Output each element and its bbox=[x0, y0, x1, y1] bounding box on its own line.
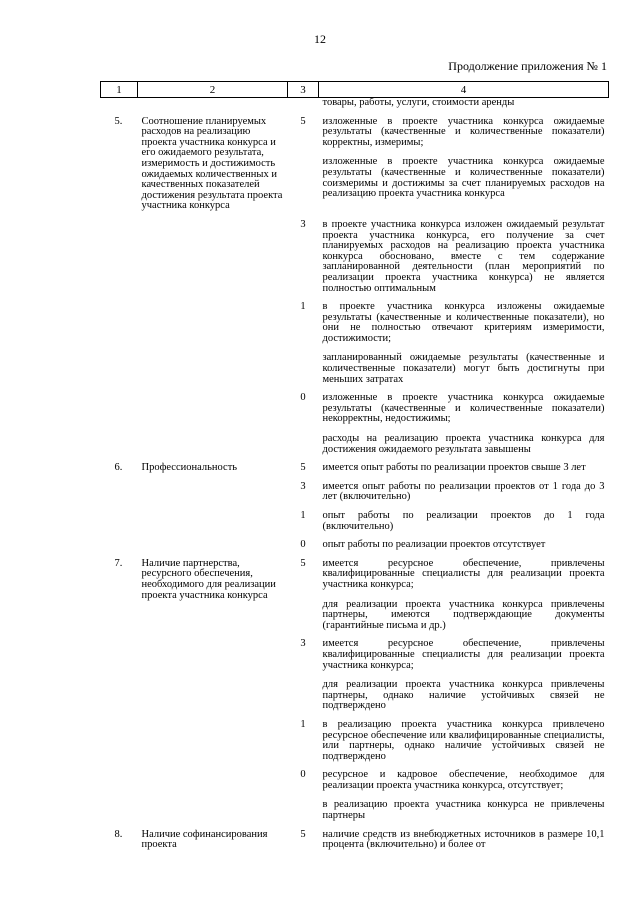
description-paragraph: для реализации проекта участника конкурса привлечены партнеры, имеются подтверждающие документы (гарантийные письма и др.) bbox=[322, 598, 605, 631]
criterion-row bbox=[101, 503, 609, 532]
score-description bbox=[319, 455, 609, 474]
criterion-row bbox=[101, 294, 609, 385]
description-paragraph: в реализацию проекта участника конкурса не привлечены партнеры bbox=[322, 799, 605, 822]
description-paragraph: наличие средств из внебюджетных источников в размере 10,1 процента (включительно) и более от bbox=[322, 828, 605, 851]
score: 1 bbox=[300, 301, 306, 313]
description-paragraph: имеется опыт работы по реализации проектов от 1 года до 3 лет (включительно) bbox=[322, 480, 605, 503]
description-paragraph: запланированный ожидаемые результаты (качественные и количественные показатели) могут быть достигнуты при меньших затратах bbox=[322, 352, 605, 385]
score: 3 bbox=[300, 638, 306, 650]
score-description bbox=[319, 762, 609, 821]
criterion-row bbox=[101, 532, 609, 551]
description-paragraph: в проекте участника конкурса изложены ожидаемые результаты (качественные и количественные показатели), но они не полностью отвечают критериям измеримости, достижимости; bbox=[322, 301, 605, 344]
score: 5 bbox=[300, 462, 306, 474]
criterion-row bbox=[101, 631, 609, 712]
score: 0 bbox=[300, 392, 306, 404]
score-description bbox=[319, 385, 609, 455]
criterion-row bbox=[101, 822, 609, 851]
criterion-number: 6. bbox=[114, 462, 123, 474]
score: 5 bbox=[300, 557, 306, 569]
score: 1 bbox=[300, 510, 306, 521]
score: 5 bbox=[300, 115, 306, 127]
description-paragraph: изложенные в проекте участника конкурса ожидаемые результаты (качественные и количественные показатели) некорректны, недостижимы; bbox=[322, 392, 605, 425]
score: 3 bbox=[300, 218, 306, 230]
continuation-row bbox=[101, 98, 609, 109]
description-paragraph: изложенные в проекте участника конкурса ожидаемые результаты (качественные и количественные показатели) корректны, измеримы; bbox=[322, 115, 605, 148]
score-description bbox=[319, 503, 609, 532]
score: 0 bbox=[300, 539, 306, 551]
description-paragraph: изложенные в проекте участника конкурса ожидаемые результаты (качественные и количественные показатели) соизмеримы и достижимы за счет планируемых расходов на реализацию проекта участника конкурса bbox=[322, 156, 605, 200]
criteria-table bbox=[100, 81, 609, 851]
criterion-row bbox=[101, 455, 609, 474]
criterion-row bbox=[101, 474, 609, 503]
continuation-text: товары, работы, услуги, стоимости аренды bbox=[322, 97, 515, 108]
description-paragraph: расходы на реализацию проекта участника конкурса для достижения ожидаемого результата завышены bbox=[322, 433, 605, 455]
header-col-1: 1 bbox=[101, 82, 138, 98]
score-description bbox=[319, 551, 609, 632]
description-paragraph: опыт работы по реализации проектов отсутствует bbox=[322, 539, 546, 551]
description-paragraph: в реализацию проекта участника конкурса привлечено ресурсное обеспечение или квалифицированные специалисты, или партнеры, однако наличие устойчивых связей не подтверждено bbox=[322, 718, 605, 762]
criterion-row bbox=[101, 385, 609, 455]
description-paragraph: опыт работы по реализации проектов до 1 года (включительно) bbox=[322, 510, 605, 532]
score-description bbox=[319, 631, 609, 712]
score: 5 bbox=[300, 828, 306, 840]
description-paragraph: в проекте участника конкурса изложен ожидаемый результат проекта участника конкурса, его получение за счет планируемых расходов на реализацию проекта участника конкурса обосновано, вместе с тем содержание запланированной деятельности (план мероприятий по реализации проекта участника конкурса) не является полностью оптимальным bbox=[322, 218, 605, 294]
criterion-row bbox=[101, 712, 609, 762]
criterion-name: Наличие софинансирования проекта bbox=[141, 828, 268, 851]
description-paragraph: имеется ресурсное обеспечение, привлечены квалифицированные специалисты для реализации проекта участника конкурса; bbox=[322, 557, 605, 590]
criterion-name: Профессиональность bbox=[141, 462, 238, 474]
criterion-number: 7. bbox=[114, 557, 123, 569]
score-description bbox=[319, 474, 609, 503]
criterion-number: 5. bbox=[114, 115, 123, 127]
score-description bbox=[319, 109, 609, 212]
criterion-name: Соотношение планируемых расходов на реализацию проекта участника конкурса и его ожидаемого результата, измеримость и достижимость ожидаемых количественных и качественных показателей достижения результата проекта участника конкурса bbox=[141, 115, 283, 212]
description-paragraph: для реализации проекта участника конкурса привлечены партнеры, однако наличие устойчивых связей не подтверждено bbox=[322, 679, 605, 712]
score: 3 bbox=[300, 480, 306, 492]
criterion-row bbox=[101, 212, 609, 294]
header-col-4: 4 bbox=[319, 82, 609, 98]
criterion-number: 8. bbox=[114, 828, 123, 840]
description-paragraph: имеется опыт работы по реализации проектов свыше 3 лет bbox=[322, 462, 586, 474]
score-description bbox=[319, 294, 609, 385]
header-col-3: 3 bbox=[288, 82, 319, 98]
page-number: 12 bbox=[314, 32, 326, 46]
score-description bbox=[319, 712, 609, 762]
criterion-row bbox=[101, 109, 609, 212]
appendix-label: Продолжение приложения № 1 bbox=[448, 59, 607, 73]
criterion-row bbox=[101, 551, 609, 632]
score: 1 bbox=[300, 718, 306, 730]
table-header-row bbox=[101, 82, 609, 98]
criterion-row bbox=[101, 762, 609, 821]
score-description bbox=[319, 532, 609, 551]
description-paragraph: имеется ресурсное обеспечение, привлечены квалифицированные специалисты для реализации проекта участника конкурса; bbox=[322, 638, 605, 671]
score-description bbox=[319, 822, 609, 851]
header-col-2: 2 bbox=[138, 82, 288, 98]
score-description bbox=[319, 212, 609, 294]
description-paragraph: ресурсное и кадровое обеспечение, необходимое для реализации проекта участника конкурса, отсутствует; bbox=[322, 769, 605, 791]
criterion-name: Наличие партнерства, ресурсного обеспечения, необходимого для реализации проекта участника конкурса bbox=[141, 557, 276, 601]
score: 0 bbox=[300, 769, 306, 781]
